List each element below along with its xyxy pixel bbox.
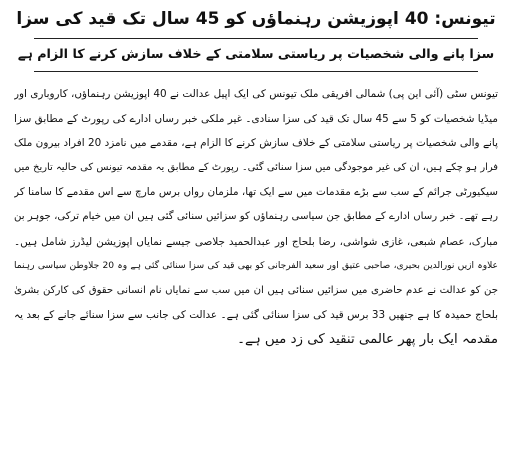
subheadline: سزا پانے والی شخصیات پر ریاستی سلامتی کے خلاف سازش کرنے کا الزام ہے — [17, 47, 495, 62]
body-line: علاوہ ازیں نورالدین بحیری، صاحبی عتیق اور سعید الفرجانی کو بھی قید کی سزا سنائی گئی ہے وہ 20 جلاوطن سیاسی رہنما — [14, 261, 498, 272]
body-line: مقدمہ ایک بار پھر عالمی تنقید کی زد میں ہے۔ — [237, 331, 498, 347]
headline-divider-bottom — [34, 71, 478, 72]
body-line: فرار ہو چکے ہیں، ان کی غیر موجودگی میں سزا سنائی گئی۔ رپورٹ کے مطابق یہ مقدمہ تیونس کی حالیہ تاریخ میں — [14, 161, 498, 173]
body-line: پانے والی شخصیات پر ریاستی سلامتی کے خلاف سازش کرنے کا الزام ہے، مقدمے میں نامزد 20 افراد بیرون ملک — [14, 137, 498, 150]
headline-divider-top — [34, 38, 478, 39]
headline: تیونس: 40 اپوزیشن رہنماؤں کو 45 سال تک قید کی سزا — [16, 9, 496, 29]
article-body — [14, 82, 498, 353]
body-line: سیکیورٹی جرائم کے سب سے بڑے مقدمات میں سے ایک تھا، ملزمان رواں برس مارچ سے اس مقدمے کا سامنا کر — [14, 186, 498, 199]
body-line: تیونس سٹی (آئی این پی) شمالی افریقی ملک تیونس کی ایک اپیل عدالت نے 40 اپوزیشن رہنماؤں، کاروباری اور — [14, 88, 498, 100]
body-line: جن کو عدالت نے عدم حاضری میں سزائیں سنائی ہیں ان میں سب سے نمایاں نام انسانی حقوق کی کارکن بشریٰ — [14, 284, 498, 296]
body-line: بلحاج حمیدہ کا ہے جنھیں 33 برس قید کی سزا سنائی گئی ہے۔ عدالت کی جانب سے سزا سنائے جانے کے بعد یہ — [14, 309, 498, 322]
body-line: رہے تھے۔ خبر رساں ادارے کے مطابق جن سیاسی رہنماؤں کو سزائیں سنائی گئی ہیں ان میں خیام ترکی، جوہر بن — [14, 210, 498, 222]
body-line: مبارک، عصام شبعی، غازی شواشی، رضا بلحاج اور عبدالحمید جلاصی جیسے نمایاں اپوزیشن لیڈرز شامل ہیں۔ — [14, 235, 498, 248]
body-line: میڈیا شخصیات کو 5 سے 45 سال تک قید کی سزا سنادی۔ غیر ملکی خبر رساں ادارے کی رپورٹ کے مطابق سزا — [14, 112, 498, 125]
